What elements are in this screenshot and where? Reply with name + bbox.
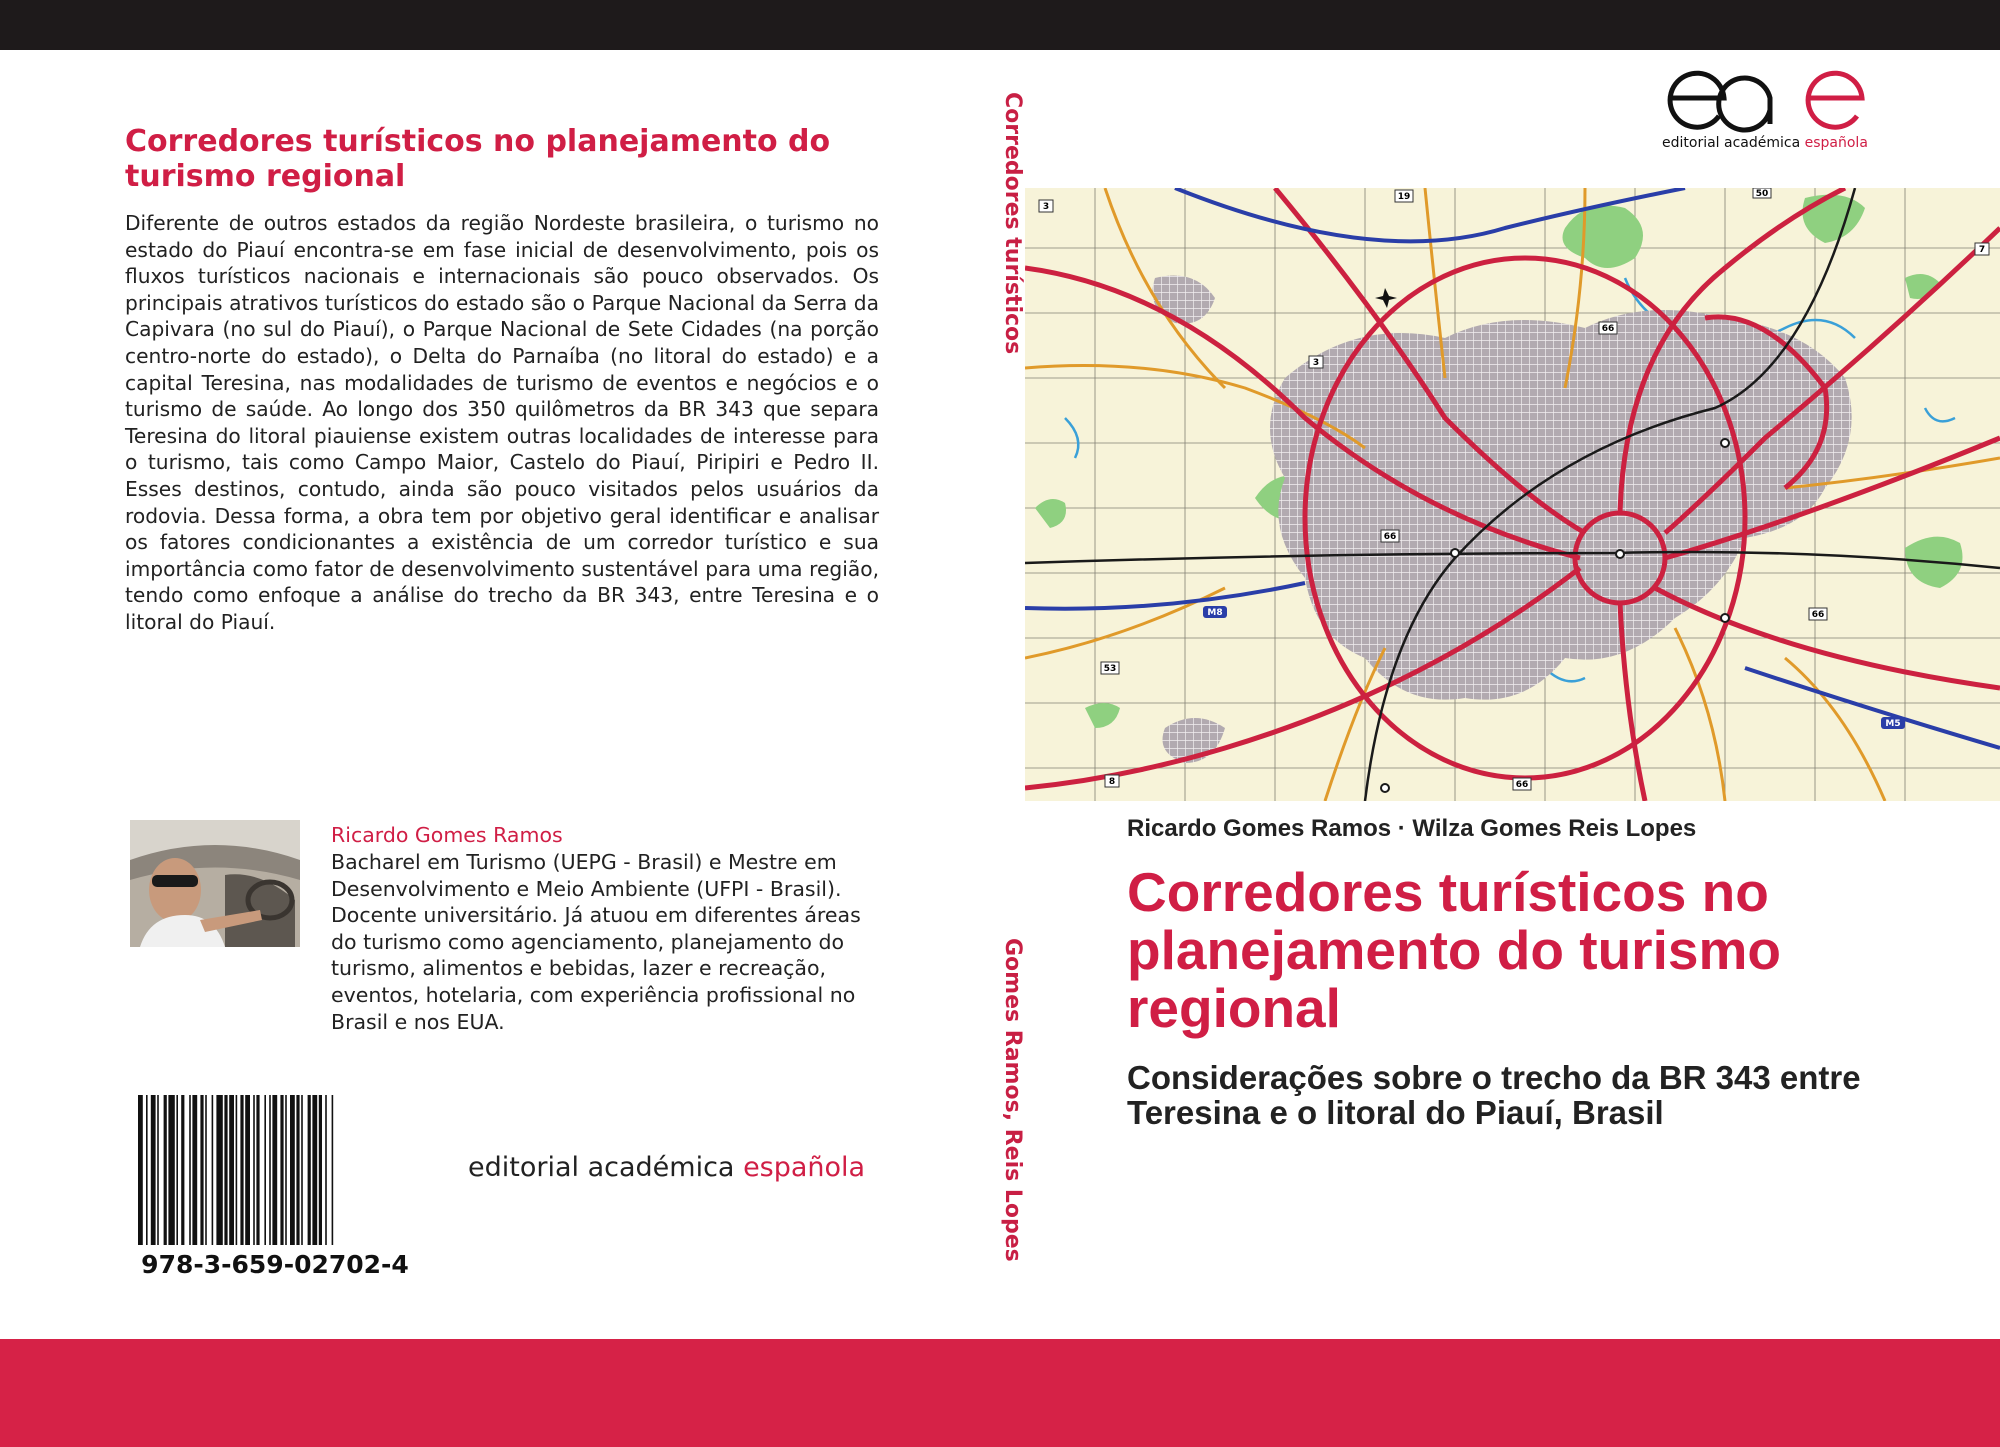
author-photo: [130, 820, 300, 947]
front-cover-subtitle: Considerações sobre o trecho da BR 343 entre Teresina e o litoral do Piauí, Brasil: [1127, 1059, 1861, 1131]
barcode-bar: [138, 1095, 143, 1245]
city-road-map: [1025, 188, 2000, 801]
spine-title: Corredores turísticos: [1000, 92, 1025, 355]
back-cover-title: Corredores turísticos no planejamento do turismo regional: [125, 124, 831, 194]
barcode-bar: [332, 1095, 334, 1245]
svg-text:66: 66: [1383, 532, 1397, 542]
svg-text:8: 8: [1108, 777, 1116, 787]
svg-text:7: 7: [1978, 245, 1986, 255]
barcode-bar: [216, 1095, 222, 1245]
barcode-bar: [312, 1095, 317, 1245]
svg-text:M8: M8: [1207, 608, 1223, 618]
barcode: [138, 1095, 414, 1245]
svg-text:19: 19: [1397, 192, 1411, 202]
svg-text:M5: M5: [1885, 719, 1901, 729]
front-cover-authors: Ricardo Gomes Ramos · Wilza Gomes Reis Lopes: [1127, 815, 1697, 842]
svg-text:66: 66: [1811, 610, 1825, 620]
eae-logo-mark: [1670, 73, 1862, 130]
barcode-bar: [168, 1095, 174, 1245]
barcode-bar: [301, 1095, 303, 1245]
barcode-bar: [240, 1095, 243, 1245]
barcode-bar: [151, 1095, 156, 1245]
svg-text:3: 3: [1042, 202, 1050, 212]
barcode-bar: [224, 1095, 227, 1245]
barcode-bar: [236, 1095, 238, 1245]
barcode-bar: [157, 1095, 159, 1245]
cover-map-illustration: [1025, 188, 2000, 801]
barcode-bar: [269, 1095, 271, 1245]
barcode-bar: [245, 1095, 250, 1245]
barcode-bar: [256, 1095, 259, 1245]
barcode-bar: [181, 1095, 184, 1245]
barcode-bar: [205, 1095, 207, 1245]
svg-text:66: 66: [1601, 324, 1615, 334]
barcode-bar: [192, 1095, 197, 1245]
barcode-bar: [189, 1095, 191, 1245]
logo-text-accent: española: [1804, 135, 1868, 151]
back-publisher-name: [468, 1152, 865, 1183]
author-bio: Bacharel em Turismo (UEPG - Brasil) e Mestre em Desenvolvimento e Meio Ambiente (UFPI - Brasil). Docente universitário. Já atuou em diferentes áreas do turismo como agenciamento, planejamento do turismo, alimentos e bebidas, lazer e recreação, eventos, hotelaria, com experiência profissional no Brasil e nos EUA.: [331, 850, 861, 1034]
author-photo-image: [130, 820, 300, 947]
logo-text-main: editorial académica: [1662, 135, 1805, 151]
author-name: Ricardo Gomes Ramos: [331, 823, 563, 847]
barcode-bar: [296, 1095, 299, 1245]
svg-text:50: 50: [1755, 189, 1769, 199]
barcode-bar: [308, 1095, 311, 1245]
barcode-bar: [212, 1095, 214, 1245]
front-cover-title: Corredores turísticos no planejamento do turismo regional: [1127, 861, 1781, 1039]
top-bar: [0, 0, 2000, 50]
barcode-bar: [253, 1095, 255, 1245]
barcode-bar: [264, 1095, 266, 1245]
barcode-bar: [229, 1095, 234, 1245]
barcode-bar: [272, 1095, 277, 1245]
barcode-bar: [200, 1095, 203, 1245]
barcode-bar: [176, 1095, 178, 1245]
back-publisher-main: editorial académica: [468, 1152, 744, 1183]
isbn: 978-3-659-02702-4: [141, 1250, 409, 1279]
barcode-bar: [280, 1095, 283, 1245]
barcode-bar: [164, 1095, 167, 1245]
bottom-bar: [0, 1339, 2000, 1447]
barcode-bar: [285, 1095, 287, 1245]
barcode-bar: [290, 1095, 295, 1245]
barcode-bar: [146, 1095, 148, 1245]
svg-text:66: 66: [1515, 780, 1529, 790]
publisher-logo: [1662, 62, 1888, 152]
back-cover-blurb: Diferente de outros estados da região Nordeste brasileira, o turismo no estado do Piauí encontra-se em fase inicial de desenvolvimento, pois os fluxos turísticos nacionais e internacionais são pouco observados. Os principais atrativos turísticos do estado são o Parque Nacional da Serra da Capivara (no sul do Piauí), o Parque Nacional de Sete Cidades (na porção centro-norte do estado), o Delta do Parnaíba (no litoral do estado) e a capital Teresina, nas modalidades de turismo de eventos e negócios e o turismo de saúde. Ao longo dos 350 quilômetros da BR 343 que separa Teresina do litoral piauiense existem outras localidades de interesse para o turismo, tais como Campo Maior, Castelo do Piauí, Piripiri e Pedro II. Esses destinos, contudo, ainda são pouco visitados pelos usuários da rodovia. Dessa forma, a obra tem por objetivo geral identificar e analisar os fatores condicionantes a existência de um corredor turístico e sua importância como fator de desenvolvimento sustentável para uma região, tendo como enfoque a análise do trecho da BR 343, entre Teresina e o litoral do Piauí.: [125, 211, 879, 634]
back-publisher-accent: española: [743, 1152, 866, 1183]
svg-text:53: 53: [1103, 664, 1117, 674]
barcode-bar: [325, 1095, 327, 1245]
logo-text: [1662, 135, 1868, 151]
spine-authors: Gomes Ramos, Reis Lopes: [1000, 938, 1025, 1262]
svg-text:3: 3: [1312, 358, 1320, 368]
barcode-bar: [319, 1095, 322, 1245]
